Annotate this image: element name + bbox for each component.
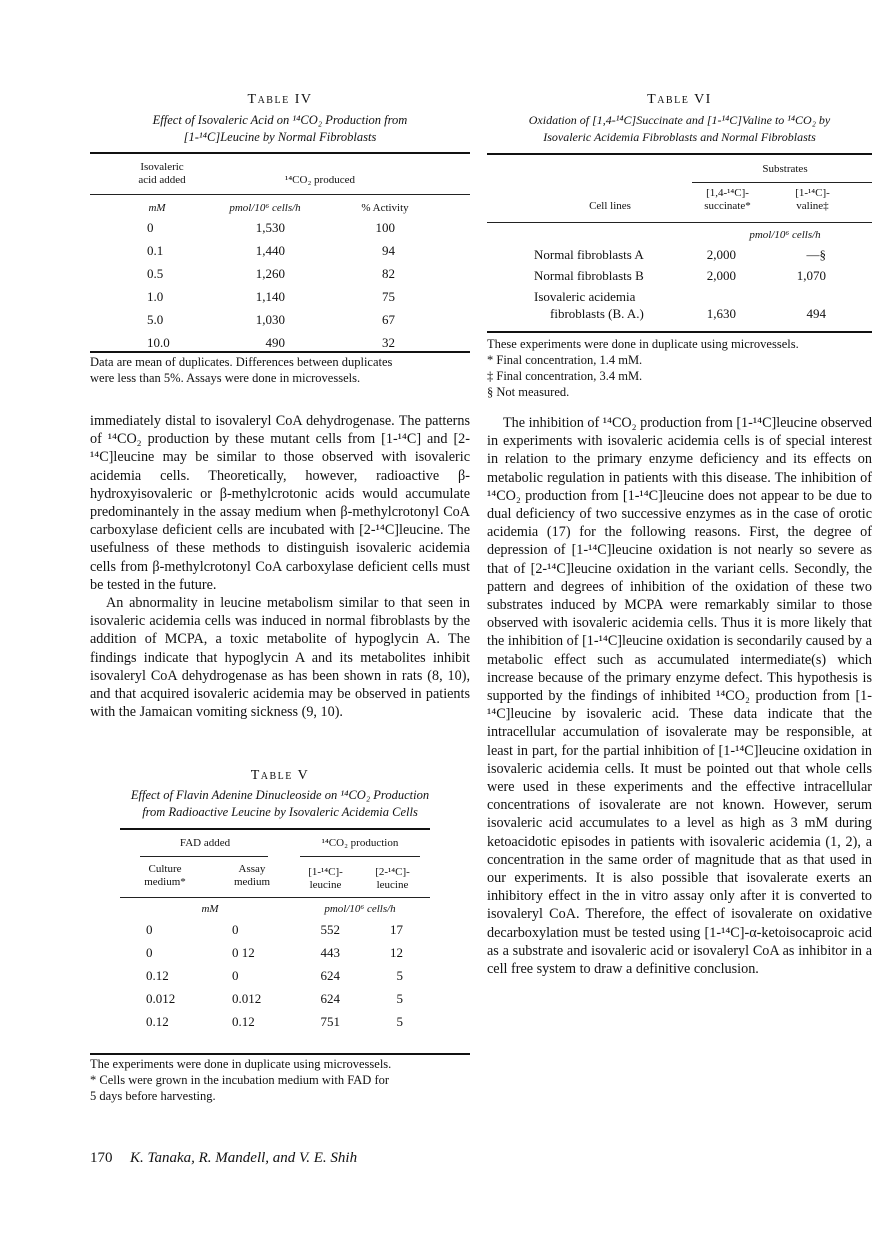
table6-substrates-rule — [692, 182, 872, 183]
table4-row6-activity: 32 — [382, 335, 395, 350]
table6-note-1: These experiments were done in duplicate using microvessels. — [487, 337, 799, 351]
table5-caption-line1: Effect of Flavin Adenine Dinucleoside on ¹⁴CO₂ Production — [130, 788, 430, 802]
table5-assay-l2: medium — [233, 876, 271, 888]
table4-col2-head: ¹⁴CO₂ produced — [285, 174, 355, 186]
table5-row1-assay: 0 — [232, 922, 239, 937]
table5-row1-culture: 0 — [146, 922, 153, 937]
table4-row3-acid: 0.5 — [147, 266, 164, 281]
table6-substrates-head: Substrates — [762, 163, 808, 175]
left-body — [90, 412, 470, 721]
table4-row5-pmol: 1,030 — [255, 312, 285, 327]
table4-col1-head-l1: Isovaleric — [140, 161, 184, 173]
table4-caption — [90, 112, 470, 146]
table4-note-l2: were less than 5%. Assays were done in microvessels. — [90, 371, 361, 385]
table4-top-rule — [90, 152, 470, 154]
table5-row3-leu1: 624 — [320, 968, 340, 983]
table6-note-2: * Final concentration, 1.4 mM. — [487, 353, 643, 367]
table6-cell-lines-head: Cell lines — [589, 200, 631, 212]
table6-note-3: ‡ Final concentration, 3.4 mM. — [487, 369, 643, 383]
table5-leu1-l2: leucine — [309, 879, 342, 891]
page-number: 170 — [90, 1150, 113, 1166]
table5-top-rule — [120, 828, 430, 830]
table4-note-l1: Data are mean of duplicates. Differences between duplicates — [90, 355, 393, 369]
table6-row2-val: 1,070 — [796, 268, 826, 283]
table6-bottom-rule — [487, 331, 872, 333]
table5-leu2-l1: [2-¹⁴C]- — [375, 866, 410, 878]
table4-row1-activity: 100 — [375, 220, 395, 235]
table6-notes — [487, 336, 877, 400]
table5-row3-assay: 0 — [232, 968, 239, 983]
table5-row2-culture: 0 — [146, 945, 153, 960]
table4-title: Table IV — [247, 92, 313, 107]
table5-note-2-l2: 5 days before harvesting. — [90, 1089, 216, 1103]
table5-head-rule — [120, 897, 430, 898]
table6-succ-head-l1: [1,4-¹⁴C]- — [706, 187, 749, 199]
right-body — [487, 414, 872, 978]
table4-row6-acid: 10.0 — [147, 335, 170, 350]
table5-fad-rule — [140, 856, 268, 857]
table4-row2-pmol: 1,440 — [255, 243, 285, 258]
table6-top-rule — [487, 153, 872, 155]
table5-assay-head — [222, 863, 282, 889]
table5-row5-leu1: 751 — [320, 1014, 340, 1029]
table6-unit: pmol/10⁶ cells/h — [749, 229, 821, 241]
table4-row1-acid: 0 — [147, 220, 154, 235]
table6-val-head — [775, 187, 850, 213]
table5-row5-leu2: 5 — [396, 1014, 403, 1029]
table4-bottom-rule — [90, 351, 470, 353]
table6-title: Table VI — [647, 92, 712, 107]
table6-row3-label-l1: Isovaleric acidemia — [534, 289, 636, 304]
table5-row1-leu1: 552 — [320, 922, 340, 937]
table4-row3-pmol: 1,260 — [255, 266, 285, 281]
table4-col1-head-l2: acid added — [138, 174, 186, 186]
table4-row4-acid: 1.0 — [147, 289, 164, 304]
table5-row4-assay: 0.012 — [232, 991, 262, 1006]
table4-row4-activity: 75 — [382, 289, 395, 304]
table4-col1-head — [122, 161, 202, 187]
table6-row3-val: 494 — [806, 306, 826, 321]
table4-head-rule — [90, 194, 470, 195]
table6-val-head-l2: valine‡ — [796, 200, 829, 212]
table4-unit-activity: % Activity — [361, 202, 409, 214]
table6-succ-head-l2: succinate* — [704, 200, 751, 212]
table5-leu2-head — [365, 866, 420, 892]
table5-row5-culture: 0.12 — [146, 1014, 169, 1029]
table6-row3-succ: 1,630 — [706, 306, 736, 321]
table5-title: Table V — [250, 768, 310, 783]
table6-caption-line2: Isovaleric Acidemia Fibroblasts and Normal Fibroblasts — [543, 130, 816, 144]
table6-row2-succ: 2,000 — [706, 268, 736, 283]
table6-note-4: § Not measured. — [487, 385, 570, 399]
table4-caption-line2: [1-¹⁴C]Leucine by Normal Fibroblasts — [183, 130, 377, 144]
table4-row5-acid: 5.0 — [147, 312, 164, 327]
table5-culture-l1: Culture — [148, 863, 182, 875]
table4-row6-pmol: 490 — [265, 335, 285, 350]
right-paragraph-1: The inhibition of ¹⁴CO₂ production from [1-¹⁴C]leucine observed in experiments with isovaleric acidemia cells is of special interest in relation to the primary enzyme deficiency and its effects on metabolic regulation in patients with this disease. The inhibition of ¹⁴CO₂ production from [1-¹⁴C]leucine does not appear to be due to dual deficiency of two successive enzymes as in the case of orotic acidemia (17) for the following reasons. First, the degree of depression of [1-¹⁴C]leucine oxidation is not nearly so severe as that of [2-¹⁴C]leucine oxidation in the variant cells. Secondly, the pattern and degrees of inhibition of the oxidation of these two substrates induced by MCPA were remarkably similar to those observed with isovaleric acidemia cells. Thus it is more likely that the inhibition of [1-¹⁴C]leucine oxidation is secondarily caused by a metabolic effect such as accumulated intermediate(s) which increase because of the primary enzyme defect. This hypothesis is supported by the findings of inhibited ¹⁴CO₂ production from [1-¹⁴C]leucine by isovaleric acid. These data indicate that the intracellular accumulation of isovalerate may be responsible, at least in part, for the partial inhibition of [1-¹⁴C]leucine oxidation in isovaleric acidemia cells. It must be pointed out that whole cells were used in these experiments and the effective intracellular concentrations of isovalerate are not known. However, serum isovaleric acid accumulates to a level as high as 3 mM during ketoacidotic episodes in patients with isovaleric acidemia (1, 2), a concentration in the same order of magnitude that as that used in our experiments. It is also possible that isovalerate exerts an inhibitory effect in the in vitro assay only after it is converted to isovaleryl CoA. Therefore, the effect of isovalerate on oxidative decarboxylation must be tested using [1-¹⁴C]-α-ketoisocaproic acid as a substrate and isovaleric acid or isovaleryl CoA as inhibitor in a cell free system to draw a definitive conclusion. — [487, 415, 872, 978]
table5-row4-culture: 0.012 — [146, 991, 176, 1006]
table5-bottom-rule — [90, 1053, 470, 1055]
table6-row1-succ: 2,000 — [706, 247, 736, 262]
table6-caption-line1: Oxidation of [1,4-¹⁴C]Succinate and [1-¹⁴C]Valine to ¹⁴CO₂ by — [528, 113, 831, 127]
table6-val-head-l1: [1-¹⁴C]- — [795, 187, 830, 199]
table5-row2-leu1: 443 — [320, 945, 340, 960]
table6-row2-label: Normal fibroblasts B — [534, 268, 644, 283]
table4-row2-acid: 0.1 — [147, 243, 164, 258]
table5-row2-assay: 0 12 — [232, 945, 255, 960]
table4-row1-pmol: 1,530 — [255, 220, 285, 235]
table5-notes — [90, 1056, 475, 1104]
left-paragraph-1: immediately distal to isovaleryl CoA dehydrogenase. The patterns of ¹⁴CO₂ production by these mutant cells from [1-¹⁴C] and [2-¹⁴C]leucine may be similar to those observed with isovaleric acidemia cells. Theoretically, however, radioactive β-hydroxyisovaleric or β-methylcrotonic acids would accumulate predominantely in the assay medium when β-methylcrotonyl CoA carboxylase deficient cells are incubated with [2-¹⁴C]leucine. The usefulness of these methods to distinguish isovaleric acidemia cells from β-methylcrotonyl CoA carboxylase deficient cells must be tested in the future. — [90, 413, 470, 593]
table6-head-rule — [487, 222, 872, 223]
table5-row1-leu2: 17 — [390, 922, 403, 937]
table5-assay-l1: Assay — [238, 863, 266, 875]
table4-note — [90, 354, 475, 386]
table5-co2-rule — [300, 856, 420, 857]
table5-unit-mm: mM — [201, 903, 219, 915]
table4-row3-activity: 82 — [382, 266, 395, 281]
table6-row3-label-l2: fibroblasts (B. A.) — [550, 306, 644, 321]
table5-leu2-l2: leucine — [376, 879, 409, 891]
table5-culture-l2: medium* — [144, 876, 186, 888]
table4-unit-pmol: pmol/10⁶ cells/h — [229, 202, 301, 214]
table6-caption — [487, 112, 872, 146]
table5-leu1-head — [298, 866, 353, 892]
table4-unit-mm: mM — [148, 202, 166, 214]
table6-succ-head — [690, 187, 765, 213]
table4-row5-activity: 67 — [382, 312, 395, 327]
table6-row1-label: Normal fibroblasts A — [534, 247, 644, 262]
table5-note-2-l1: * Cells were grown in the incubation medium with FAD for — [90, 1073, 390, 1087]
table5-unit-pmol: pmol/10⁶ cells/h — [324, 903, 396, 915]
table5-row3-leu2: 5 — [396, 968, 403, 983]
table5-caption-line2: from Radioactive Leucine by Isovaleric Acidemia Cells — [142, 805, 418, 819]
table5-culture-head — [135, 863, 195, 889]
table4-caption-line1: Effect of Isovaleric Acid on ¹⁴CO₂ Production from — [152, 113, 408, 127]
table5-caption — [90, 787, 470, 821]
page-authors: K. Tanaka, R. Mandell, and V. E. Shih — [130, 1150, 358, 1166]
table4-row4-pmol: 1,140 — [255, 289, 285, 304]
table5-fad-head: FAD added — [179, 837, 231, 849]
table5-row4-leu1: 624 — [320, 991, 340, 1006]
table4-row2-activity: 94 — [382, 243, 395, 258]
table5-note-1: The experiments were done in duplicate using microvessels. — [90, 1057, 392, 1071]
table5-leu1-l1: [1-¹⁴C]- — [308, 866, 343, 878]
left-paragraph-2: An abnormality in leucine metabolism similar to that seen in isovaleric acidemia cells was induced in normal fibroblasts by the addition of MCPA, a toxic metabolite of hypoglycin A. The findings indicate that hypoglycin A and its metabolites inhibit isovaleryl CoA dehydrogenase as has been shown in rats (8, 10), and that acquired isovaleric acidemia may be observed in patients with the Jamaican vomiting sickness (9, 10). — [90, 595, 470, 721]
table5-row3-culture: 0.12 — [146, 968, 169, 983]
table6-row1-val: —§ — [806, 247, 826, 262]
table5-co2-head: ¹⁴CO₂ production — [321, 837, 399, 849]
table5-row5-assay: 0.12 — [232, 1014, 255, 1029]
table5-row2-leu2: 12 — [390, 945, 403, 960]
table5-row4-leu2: 5 — [396, 991, 403, 1006]
